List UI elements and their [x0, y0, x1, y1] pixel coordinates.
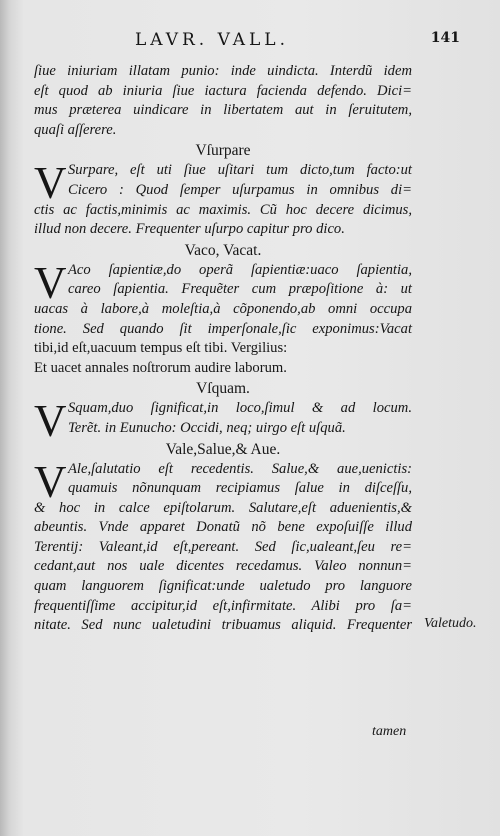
page-number: 141: [430, 30, 460, 46]
catchword: tamen: [372, 724, 407, 739]
text-line: & hoc in calce epiſtolarum. Salutare,eſt aduenientis,&: [34, 499, 412, 516]
text-line: Ale,ſalutatio eſt recedentis. Salue,& aue,uenictis:: [68, 460, 412, 477]
text-line: illud non decere. Frequenter uſurpo capitur pro dico.: [34, 221, 345, 238]
intro-paragraph: [34, 62, 412, 140]
text-line: Terentij: Valeant,id eſt,pereant. Sed ſic,ualeant,ſeu re=: [34, 538, 412, 555]
text-line: uacas à labore,à moleſtia,à cõponendo,ab omni occupa: [34, 300, 412, 317]
text-line: Squam,duo ſignificat,in loco,ſimul & ad locum.: [68, 400, 412, 417]
entry-heading: Vaco, Vacat.: [184, 241, 262, 259]
text-line: Et uacet annales noſtrorum audire laborum.: [34, 359, 287, 376]
running-title: LAVR. VALL.: [135, 30, 289, 50]
drop-cap: V: [34, 257, 67, 308]
text-line: Aco ſapientiæ,do operã ſapientiæ:uaco ſapientia,: [68, 261, 412, 278]
text-line: Terẽt. in Eunucho: Occidi, neq; uirgo eſt uſquã.: [68, 419, 346, 436]
text-line: quam languorem ſignificat:unde ualetudo pro languore: [34, 578, 412, 595]
drop-cap: V: [34, 396, 67, 447]
main-text-block: [34, 62, 412, 636]
dictionary-entry: [34, 396, 412, 447]
dictionary-entry: [34, 456, 412, 636]
text-line: mus præterea uindicare in libertatem aut in ſeruitutem,: [34, 102, 412, 119]
text-line: careo ſapientia. Frequẽter cum præpoſitione à: ut: [68, 281, 412, 298]
text-line: frequentiſſime accipitur,id eſt,infirmitate. Alibi pro ſa=: [34, 597, 412, 614]
text-line: quamuis nõnunquam recipiamus ſalue in diſceſſu,: [68, 480, 412, 497]
margin-note: Valetudo.: [424, 616, 477, 631]
entry-heading: Vale,Salue,& Aue.: [165, 440, 281, 458]
text-line: quaſi aſſerere.: [34, 121, 117, 138]
drop-cap: V: [34, 456, 67, 507]
text-line: tibi,id eſt,uacuum tempus eſt tibi. Vergilius:: [34, 340, 288, 357]
text-line: ctis ac factis,minimis ac maximis. Cũ hoc decere dicimus,: [34, 201, 412, 218]
text-line: cedant,aut nos uale dicentes recedamus. Valeo nonnun=: [34, 558, 412, 575]
text-line: eſt quod ab iniuria ſiue iactura facienda defendo. Dici=: [34, 82, 412, 99]
dictionary-entry: [34, 257, 412, 379]
dictionary-entry: [34, 158, 412, 239]
text-line: tione. Sed quando ſit imperſonale,ſic exponimus:Vacat: [34, 320, 412, 337]
text-line: ſiue iniuriam illatam punio: inde uindicta. Interdũ idem: [34, 63, 412, 79]
text-line: Surpare, eſt uti ſiue uſitari tum dicto,tum facto:ut: [68, 162, 412, 179]
text-line: nitate. Sed nunc ualetudini tribuamus aliquid. Frequenter: [34, 617, 412, 634]
entry-heading: Vſquam.: [196, 380, 250, 398]
text-line: abeuntis. Vnde apparet Donatũ nõ bene expoſuiſſe illud: [34, 519, 412, 536]
drop-cap: V: [34, 158, 67, 209]
text-line: Cicero : Quod ſemper uſurpamus in omnibus di=: [68, 181, 412, 198]
entry-heading: Vſurpare: [195, 142, 251, 160]
page-header: [60, 30, 460, 52]
